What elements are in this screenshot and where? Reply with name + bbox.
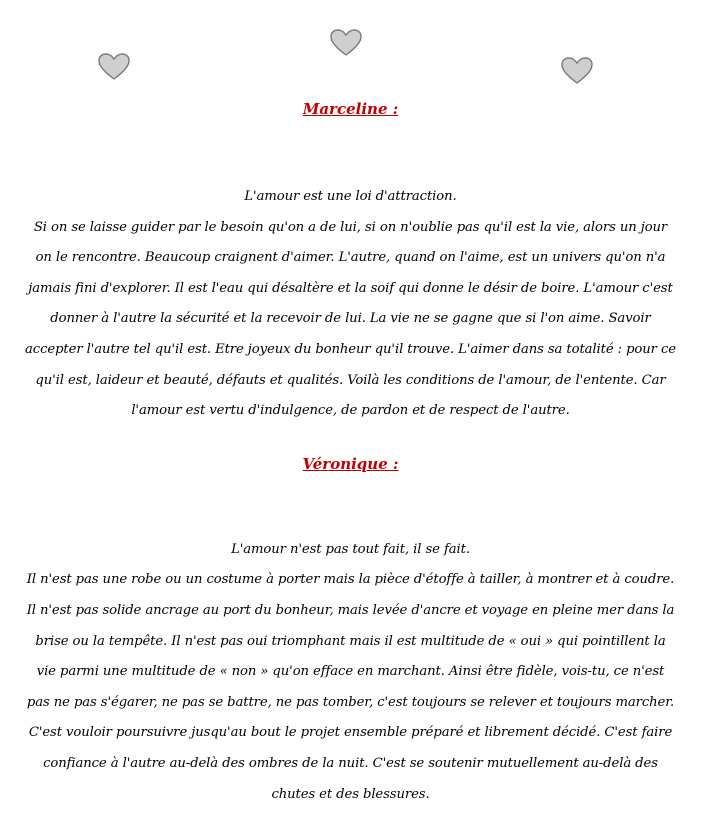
section-heading-veronique: Véronique : [302, 454, 399, 473]
heart-icon [98, 53, 130, 81]
section-text-veronique [24, 535, 677, 810]
document-body [24, 98, 677, 810]
heart-icon [330, 29, 362, 57]
heart-icon [561, 57, 593, 85]
section-heading-marceline: Marceline : [302, 100, 399, 118]
section-text-marceline [24, 182, 677, 427]
section-body-veronique: Il n'est pas une robe ou un costume à porter mais la pièce d'étoffe à tailler, à montrer et à coudre. Il n'est pas solide ancrage au port du bonheur, mais levée d'ancre et voyage en pleine mer dans la brise ou la tempête. Il n'est pas oui triomphant mais il est multitude de « oui » qui pointillent la vie parmi une multitude de « non » qu'on efface en marchant. Ainsi être fidèle, vois-tu, ce n'est pas ne pas s'égarer, ne pas se battre, ne pas tomber, c'est toujours se relever et toujours marcher. C'est vouloir poursuivre jusqu'au bout le projet ensemble préparé et librement décidé. C'est faire confiance à l'autre au-delà des ombres de la nuit. C'est se soutenir mutuellement au-delà des chutes et des blessures. [26, 572, 675, 802]
section-lead-veronique: L'amour n'est pas tout fait, il se fait. [231, 541, 470, 557]
section-body-marceline: Si on se laisse guider par le besoin qu'on a de lui, si on n'oublie pas qu'il est la vie, alors un jour on le rencontre. Beaucoup craignent d'aimer. L'autre, quand on l'aime, est un univers qu'on n'a jamais fini d'explorer. Il est l'eau qui désaltère et la soif qui donne le désir de boire. L'amour c'est donner à l'autre la sécurité et la recevoir de lui. La vie ne se gagne que si l'on aime. Savoir accepter l'autre tel qu'il est. Etre joyeux du bonheur qu'il trouve. L'aimer dans sa totalité : pour ce qu'il est, laideur et beauté, défauts et qualités. Voilà les conditions de l'amour, de l'entente. Car l'amour est vertu d'indulgence, de pardon et de respect de l'autre. [25, 219, 676, 419]
section-lead-marceline: L'amour est une loi d'attraction. [244, 189, 457, 204]
